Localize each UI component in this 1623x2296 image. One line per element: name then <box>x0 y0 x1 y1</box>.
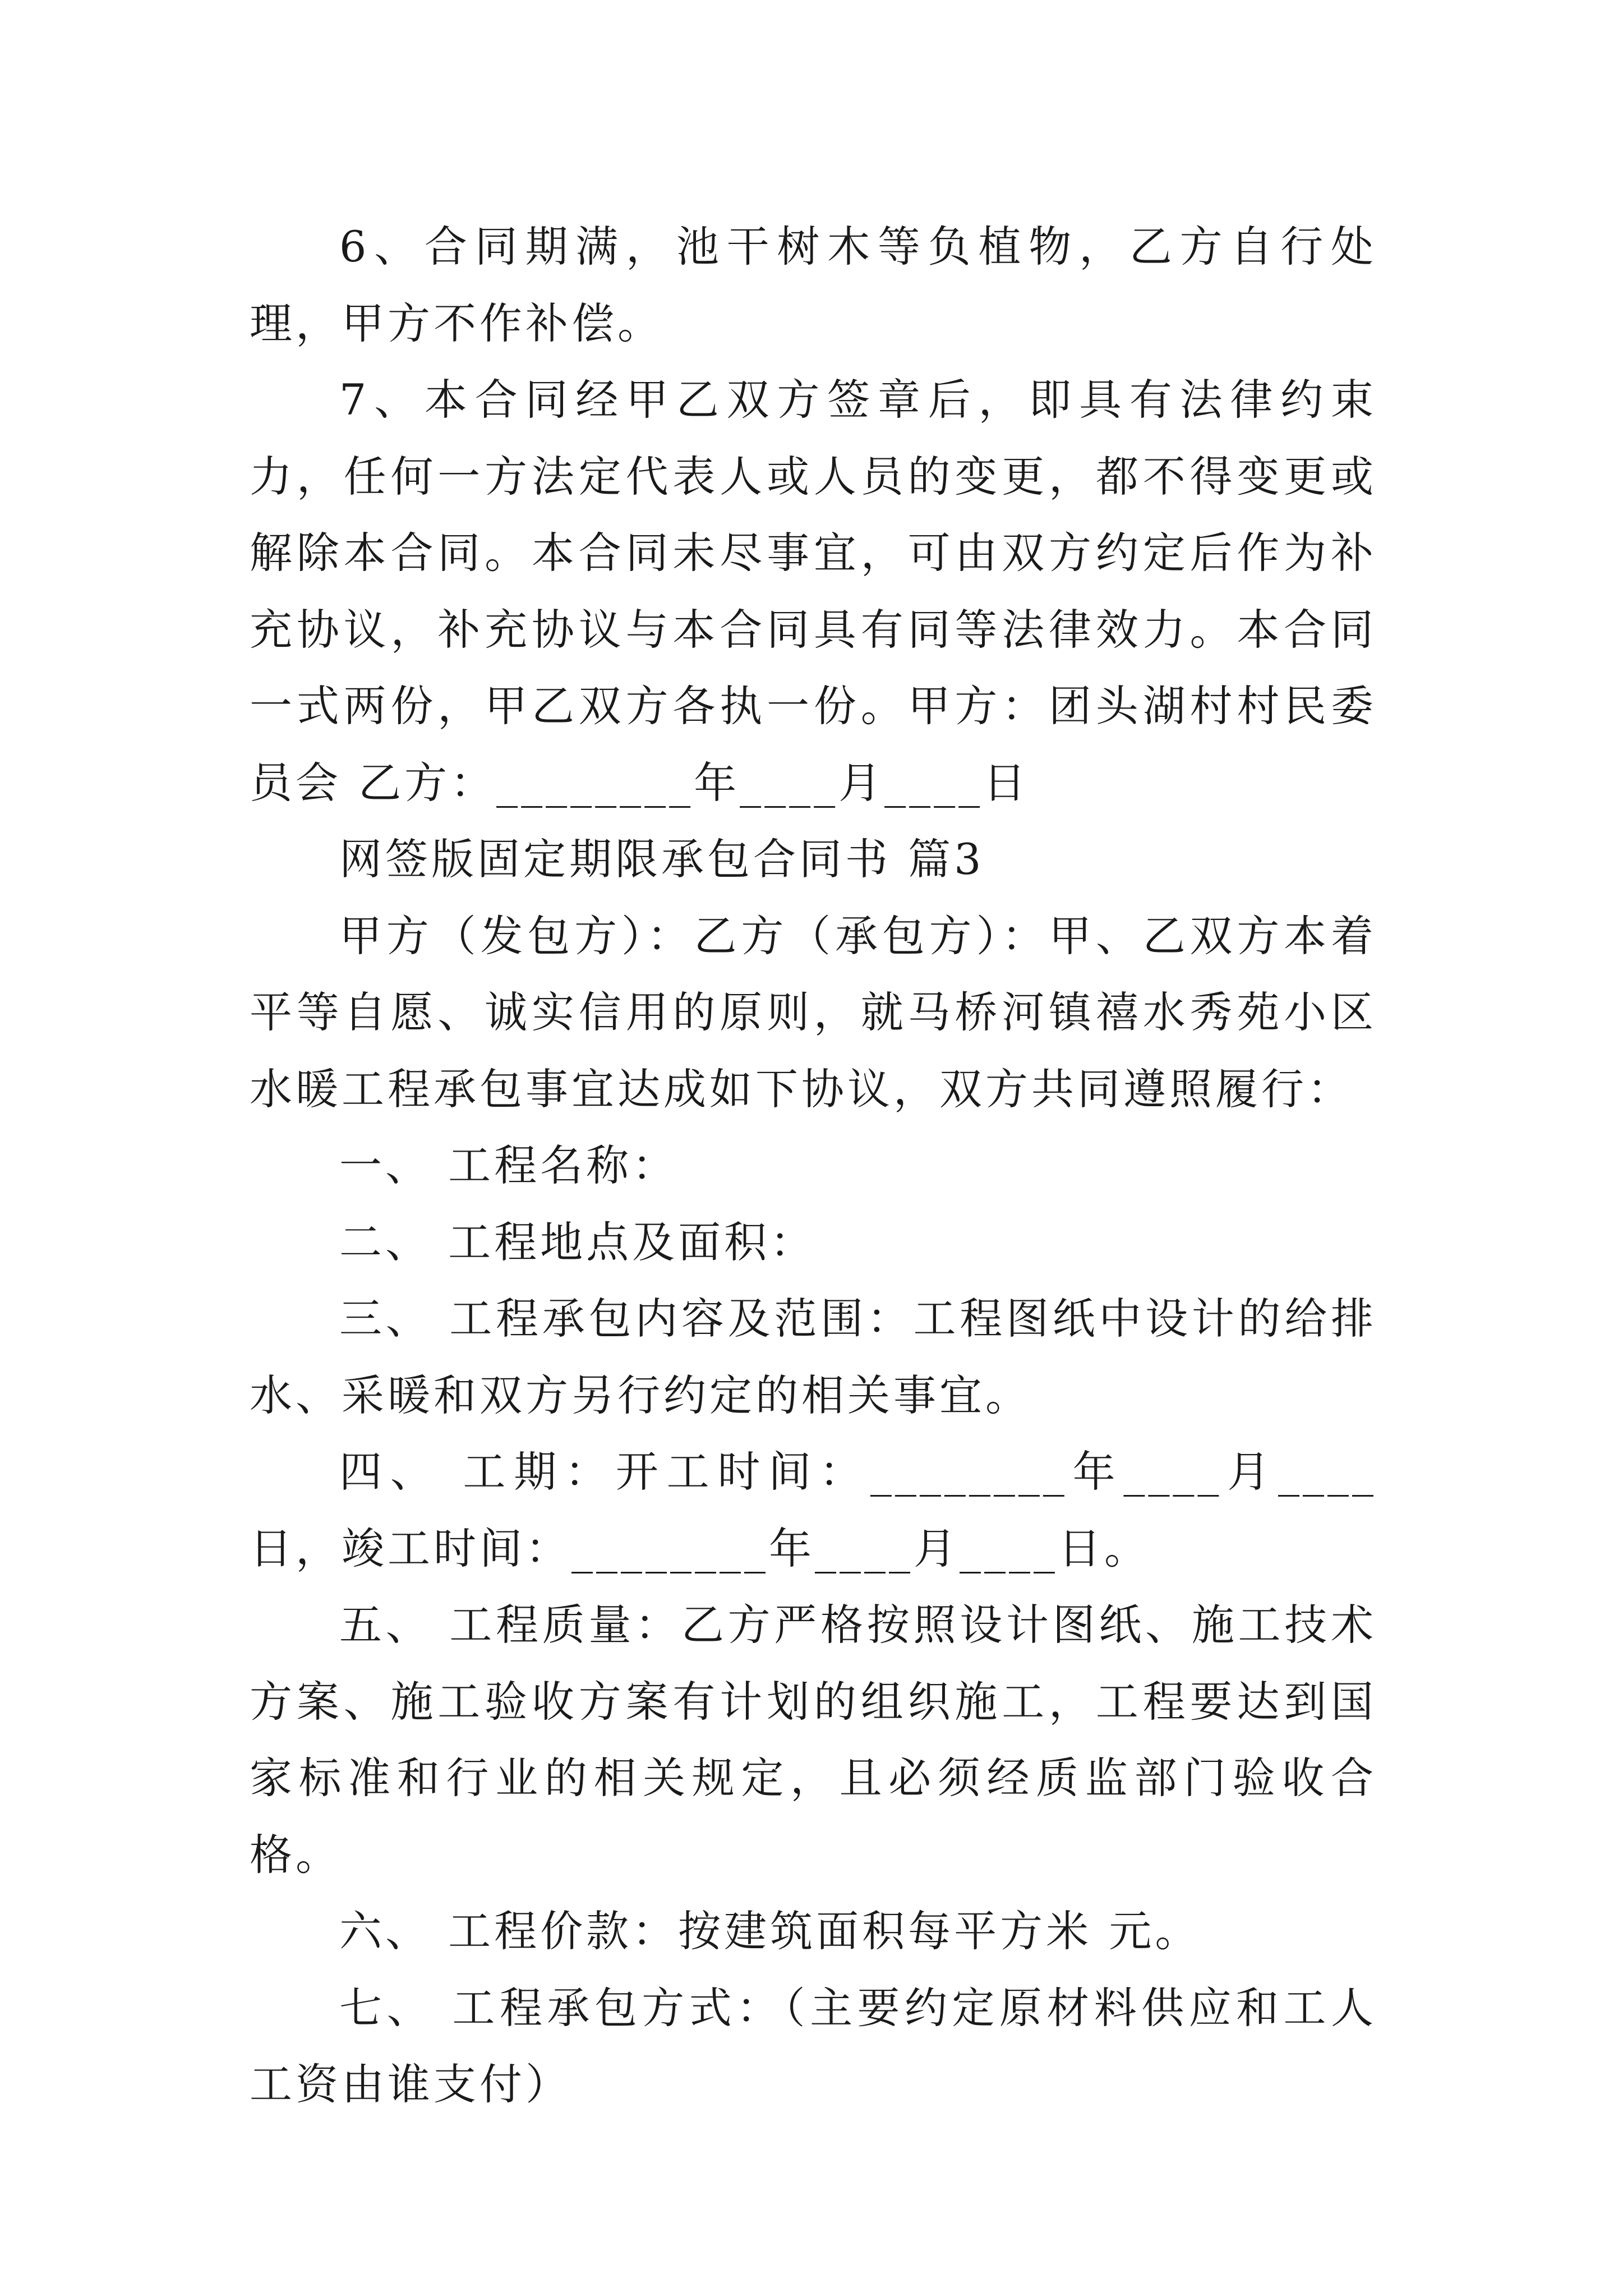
paragraph-clause-6: 6、合同期满，池干树木等负植物，乙方自行处理，甲方不作补偿。 <box>250 222 1377 348</box>
paragraph-project-name: 一、 工程名称： <box>339 1140 679 1190</box>
paragraph-clause-7: 7、本合同经甲乙双方签章后，即具有法律约束力，任何一方法定代表人或人员的变更，都不得变更或解除本合同。本合同未尽事宜，可由双方约定后作为补充协议，补充协议与本合同具有同等法律效力。本合同一式两份，甲乙双方各执一份。甲方：团头湖村村民委员会 乙方：________年____月____日 <box>250 375 1377 808</box>
paragraph-parties: 甲方（发包方）：乙方（承包方）：甲、乙双方本着平等自愿、诚实信用的原则，就马桥河镇禧水秀苑小区水暖工程承包事宜达成如下协议，双方共同遵照履行： <box>250 910 1377 1114</box>
document-body <box>250 209 1377 2123</box>
paragraph-project-location: 二、 工程地点及面积： <box>339 1217 817 1267</box>
section-heading: 网签版固定期限承包合同书 篇3 <box>339 834 985 884</box>
paragraph-contract-method: 七、 工程承包方式：（主要约定原材料供应和工人工资由谁支付） <box>250 1982 1377 2109</box>
paragraph-schedule: 四、 工期：开工时间：________年____月____日，竣工时间：________年____月____日。 <box>250 1447 1377 1573</box>
paragraph-quality: 五、 工程质量：乙方严格按照设计图纸、施工技术方案、施工验收方案有计划的组织施工，工程要达到国家标准和行业的相关规定，且必须经质监部门验收合格。 <box>250 1600 1377 1880</box>
paragraph-project-scope: 三、 工程承包内容及范围：工程图纸中设计的给排水、采暖和双方另行约定的相关事宜。 <box>250 1294 1377 1420</box>
paragraph-price: 六、 工程价款：按建筑面积每平方米 元。 <box>339 1906 1201 1956</box>
